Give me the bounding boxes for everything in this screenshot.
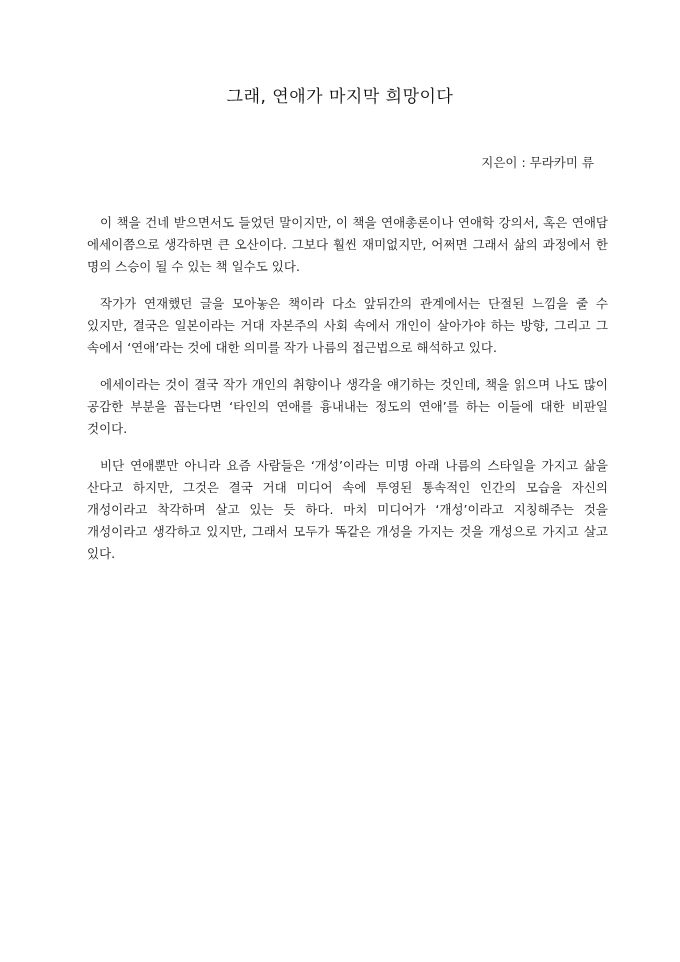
author-byline: 지은이 : 무라카미 류 (481, 155, 594, 170)
paragraph-3: 에세이라는 것이 결국 작가 개인의 취향이나 생각을 얘기하는 것인데, 책을 읽으며 나도 많이 공감한 부분을 꼽는다면 ‘타인의 연애를 흉내내는 정도의 연애’를 하는 이들에 대한 비판일 것이다. (87, 377, 608, 436)
paragraph-1: 이 책을 건네 받으면서도 들었던 말이지만, 이 책을 연애총론이나 연애학 강의서, 혹은 연애담 에세이쯤으로 생각하면 큰 오산이다. 그보다 훨씬 재미없지만, 어쩌면 그래서 삶의 과정에서 한 명의 스승이 될 수 있는 책 일수도 있다. (87, 215, 608, 274)
paragraph-2: 작가가 연재했던 글을 모아놓은 책이라 다소 앞뒤간의 관계에서는 단절된 느낌을 줄 수 있지만, 결국은 일본이라는 거대 자본주의 사회 속에서 개인이 살아가야 하는 방향, 그리고 그 속에서 ‘연애’라는 것에 대한 의미를 작가 나름의 접근법으로 해석하고 있다. (87, 296, 608, 355)
document-title: 그래, 연애가 마지막 희망이다 (226, 87, 454, 107)
document-body (87, 212, 608, 580)
paragraph-4: 비단 연애뿐만 아니라 요즘 사람들은 ‘개성’이라는 미명 아래 나름의 스타일을 가지고 삶을 산다고 하지만, 그것은 결국 거대 미디어 속에 투영된 통속적인 인간의 모습을 자신의 개성이라고 착각하며 살고 있는 듯 하다. 마치 미디어가 ‘개성’이라고 지칭해주는 것을 개성이라고 생각하고 있지만, 그래서 모두가 똑같은 개성을 가지는 것을 개성으로 가지고 살고 있다. (87, 458, 608, 561)
